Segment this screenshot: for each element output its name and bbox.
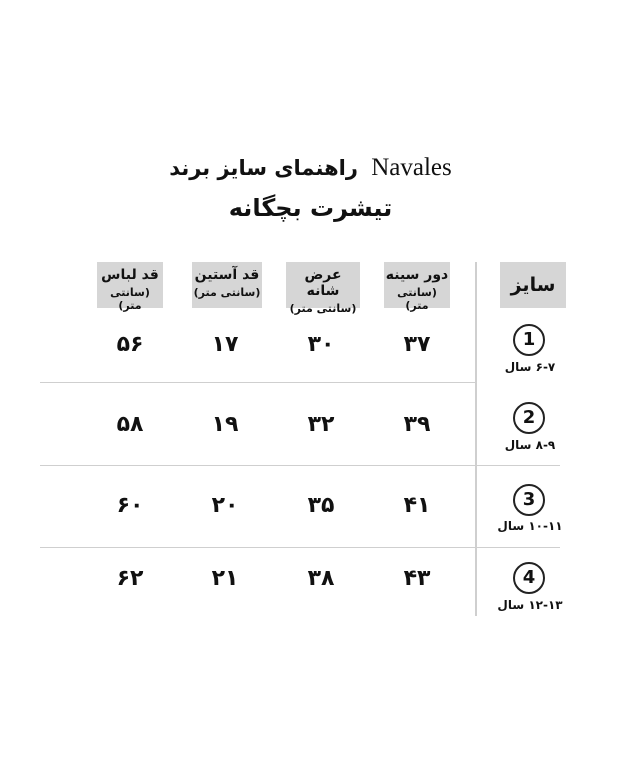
header-shoulder-width-label: عرض شانه — [304, 267, 342, 299]
size-number-badge: 3 — [513, 484, 545, 516]
header-chest-label: دور سینه — [385, 267, 449, 283]
brand-title-prefix: راهنمای سایز برند — [169, 156, 358, 180]
cell-dress-length: ۵۶ — [116, 332, 144, 357]
header-size: سایز — [500, 262, 566, 308]
cell-dress-length: ۶۰ — [116, 493, 144, 518]
cell-shoulder-width: ۳۰ — [307, 332, 335, 357]
header-dress-length — [97, 262, 163, 312]
row-divider — [40, 382, 476, 383]
header-shoulder-width-unit: (سانتی متر) — [289, 302, 357, 315]
header-shoulder-width — [286, 262, 360, 315]
size-number-badge: 1 — [513, 324, 545, 356]
row-divider — [40, 465, 560, 466]
cell-shoulder-width: ۳۵ — [307, 493, 335, 518]
size-number-badge: 4 — [513, 562, 545, 594]
header-sleeve-length-label: قد آستین — [194, 267, 260, 283]
header-sleeve-length — [192, 262, 262, 308]
cell-sleeve-length: ۲۱ — [211, 566, 239, 591]
cell-dress-length: ۶۲ — [116, 566, 144, 591]
cell-shoulder-width: ۳۸ — [307, 566, 335, 591]
cell-sleeve-length: ۱۹ — [211, 412, 239, 437]
header-sleeve-length-unit: (سانتی متر) — [193, 286, 261, 299]
size-age-range: ۱۰-۱۱ سال — [497, 519, 563, 533]
cell-shoulder-width: ۳۲ — [307, 412, 335, 437]
header-dress-length-label: قد لباس — [101, 267, 159, 283]
cell-chest: ۳۷ — [403, 332, 431, 357]
cell-chest: ۴۱ — [403, 493, 431, 518]
header-dress-length-unit: (سانتی متر) — [110, 286, 150, 312]
size-number-badge: 2 — [513, 402, 545, 434]
cell-sleeve-length: ۲۰ — [211, 493, 239, 518]
brand-name: Navales — [371, 154, 452, 181]
product-title: تیشرت بچگانه — [228, 194, 393, 222]
size-age-range: ۱۲-۱۳ سال — [497, 598, 563, 612]
column-divider — [475, 262, 477, 616]
header-chest — [384, 262, 450, 312]
brand-title — [0, 154, 621, 182]
cell-chest: ۴۳ — [403, 566, 431, 591]
cell-dress-length: ۵۸ — [116, 412, 144, 437]
cell-sleeve-length: ۱۷ — [211, 332, 239, 357]
row-divider — [40, 547, 560, 548]
cell-chest: ۳۹ — [403, 412, 431, 437]
size-age-range: ۸-۹ سال — [504, 438, 556, 452]
size-age-range: ۶-۷ سال — [504, 360, 556, 374]
header-chest-unit: (سانتی متر) — [397, 286, 437, 312]
